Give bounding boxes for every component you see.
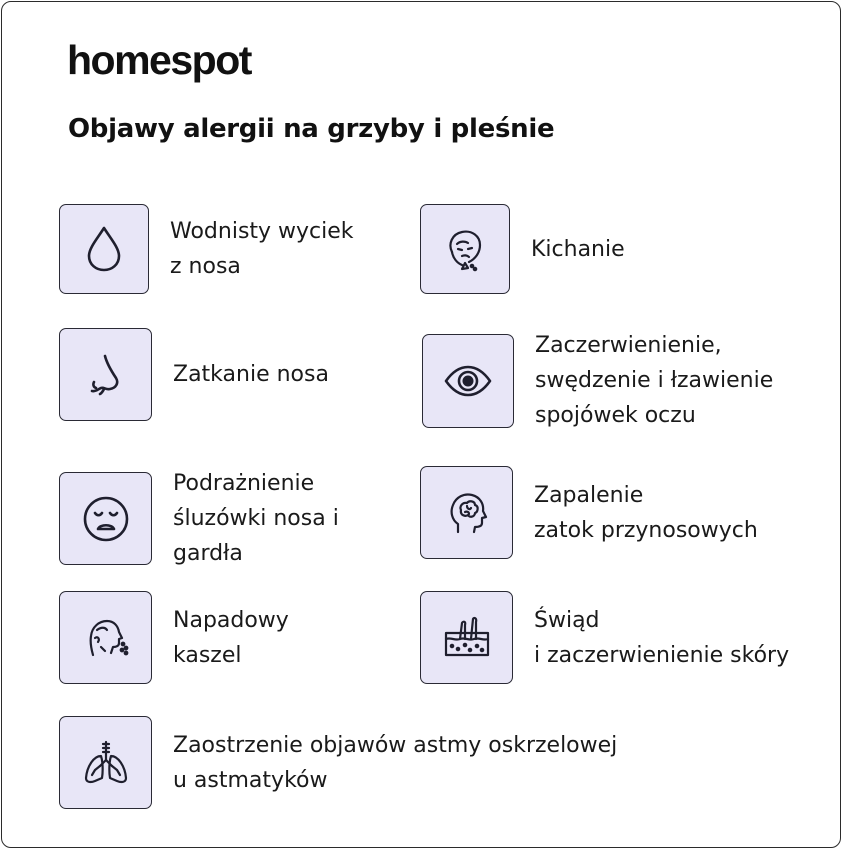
icon-tile xyxy=(422,334,514,428)
icon-tile xyxy=(59,204,149,294)
skin-hair-icon xyxy=(440,611,494,665)
nose-icon xyxy=(79,348,133,402)
symptom-item-sneezing xyxy=(420,204,625,294)
head-brain-icon xyxy=(440,486,494,540)
symptom-item-sinusitis xyxy=(420,466,758,559)
sneezing-face-icon xyxy=(438,222,492,276)
lungs-icon xyxy=(79,736,133,790)
icon-tile xyxy=(420,204,510,294)
water-drop-icon xyxy=(77,222,131,276)
symptom-item-eyes xyxy=(422,328,773,433)
icon-tile xyxy=(59,591,152,684)
icon-tile xyxy=(420,466,513,559)
symptom-item-asthma xyxy=(59,716,617,809)
icon-tile xyxy=(59,716,152,809)
symptom-item-blocked-nose xyxy=(59,328,329,421)
symptom-label: Wodnisty wyciek z nosa xyxy=(170,219,354,279)
eye-icon xyxy=(441,354,495,408)
coughing-person-icon xyxy=(79,611,133,665)
infographic-card xyxy=(1,1,841,848)
brand-logo: homespot xyxy=(67,37,251,83)
icon-tile xyxy=(59,328,152,421)
symptom-label: Zatkanie nosa xyxy=(173,362,329,387)
symptom-label: Zaostrzenie objawów astmy oskrzelowej u astmatyków xyxy=(173,732,618,793)
icon-tile xyxy=(59,472,152,565)
symptom-item-itching xyxy=(420,591,789,684)
symptom-label: Podrażnienie śluzówki nosa i gardła xyxy=(173,471,339,566)
symptom-label: Kichanie xyxy=(531,236,625,262)
tired-face-icon xyxy=(79,492,133,546)
icon-tile xyxy=(420,591,513,684)
symptom-item-cough xyxy=(59,591,289,684)
symptom-item-runny-nose xyxy=(59,204,354,294)
symptom-label: Napadowy kaszel xyxy=(173,607,289,668)
page-title: Objawy alergii na grzyby i pleśnie xyxy=(68,114,555,144)
symptom-label: Zaczerwienienie, swędzenie i łzawienie spojówek oczu xyxy=(535,333,774,428)
symptom-label: Świąd i zaczerwienienie skóry xyxy=(534,607,790,668)
symptom-item-irritation xyxy=(59,466,339,571)
symptom-label: Zapalenie zatok przynosowych xyxy=(534,482,758,543)
